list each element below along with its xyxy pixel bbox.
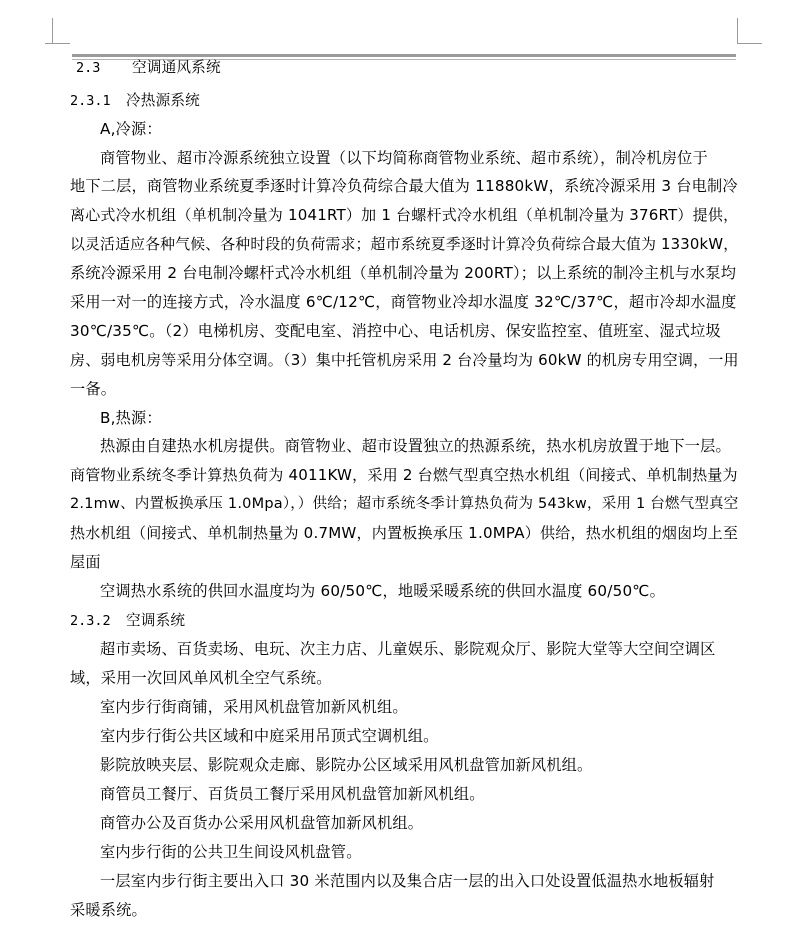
paragraph-line: 室内步行街商铺，采用风机盘管加新风机组。 — [100, 698, 408, 716]
paragraph-line: 影院放映夹层、影院观众走廊、影院办公区域采用风机盘管加新风机组。 — [100, 756, 593, 774]
paragraph-line: 系统冷源采用 2 台电制冷螺杆式冷水机组（单机制冷量为 200RT）；以上系统的制冷主机与水泵均 — [70, 264, 737, 282]
paragraph-line: 室内步行街公共区域和中庭采用吊顶式空调机组。 — [100, 727, 439, 745]
heading-2-3-2 — [70, 612, 185, 630]
crop-mark-top-right-horizontal — [737, 43, 762, 44]
heading-2-3-2-title: 空调系统 — [126, 612, 186, 629]
paragraph-line: 一备。 — [70, 380, 117, 398]
heading-2-3-2-number: 2.3.2 — [70, 613, 111, 629]
cold-source-label: A,冷源： — [100, 120, 162, 138]
paragraph-line: 以灵活适应各种气候、各种时段的负荷需求；超市系统夏季逐时计算冷负荷综合最大值为 1330kW， — [70, 236, 739, 253]
heading-2-3-1-title: 冷热源系统 — [126, 92, 200, 109]
paragraph-line: 超市卖场、百货卖场、电玩、次主力店、儿童娱乐、影院观众厅、影院大堂等大空间空调区 — [100, 640, 716, 658]
heading-2-3-title: 空调通风系统 — [132, 59, 221, 76]
paragraph-line: 地下二层，商管物业系统夏季逐时计算冷负荷综合最大值为 11880kW，系统冷源采用 3 台电制冷 — [70, 177, 738, 195]
paragraph-line: 30℃/35℃。（2）电梯机房、变配电室、消控中心、电话机房、保安监控室、值班室、湿式垃圾 — [70, 322, 721, 340]
heading-2-3 — [76, 59, 221, 77]
paragraph-line: 热源由自建热水机房提供。商管物业、超市设置独立的热源系统，热水机房放置于地下一层。 — [100, 437, 731, 455]
supply-temperature-line: 空调热水系统的供回水温度均为 60/50℃，地暖采暖系统的供回水温度 60/50℃。 — [100, 582, 665, 600]
paragraph-line: 房、弱电机房等采用分体空调。（3）集中托管机房采用 2 台冷量均为 60kW 的机房专用空调，一用 — [70, 351, 739, 369]
paragraph-line: 室内步行街的公共卫生间设风机盘管。 — [100, 843, 362, 861]
paragraph-line: 商管物业系统冬季计算热负荷为 4011KW，采用 2 台燃气型真空热水机组（间接式、单机制热量为 — [70, 466, 738, 484]
document-body — [70, 0, 738, 930]
paragraph-line: 采暖系统。 — [70, 901, 147, 919]
paragraph-line: 热水机组（间接式、单机制热量为 0.7MW，内置板换承压 1.0MPA）供给，热水机组的烟囱均上至 — [70, 524, 739, 542]
paragraph-line: 商管办公及百货办公采用风机盘管加新风机组。 — [100, 814, 424, 832]
paragraph-line: 一层室内步行街主要出入口 30 米范围内以及集合店一层的出入口处设置低温热水地板辐射 — [100, 872, 715, 890]
paragraph-line: 商管物业、超市冷源系统独立设置（以下均简称商管物业系统、超市系统），制冷机房位于 — [100, 149, 708, 167]
paragraph-line: 2.1mw、内置板换承压 1.0Mpa），）供给；超市系统冬季计算热负荷为 543kw，采用 1 台燃气型真空 — [70, 496, 739, 512]
paragraph-line: 域，采用一次回风单风机全空气系统。 — [70, 669, 332, 687]
heat-source-label: B,热源： — [100, 409, 162, 427]
crop-mark-top-left-horizontal — [45, 43, 70, 44]
paragraph-line: 采用一对一的连接方式，冷水温度 6℃/12℃，商管物业冷却水温度 32℃/37℃，超市冷却水温度 — [70, 293, 737, 311]
heading-2-3-number: 2.3 — [76, 60, 101, 76]
heading-2-3-1 — [70, 92, 200, 110]
paragraph-line: 商管员工餐厅、百货员工餐厅采用风机盘管加新风机组。 — [100, 785, 485, 803]
crop-mark-top-left-vertical — [52, 18, 53, 44]
paragraph-line: 离心式冷水机组（单机制冷量为 1041RT）加 1 台螺杆式冷水机组（单机制冷量为 376RT）提供， — [70, 206, 739, 224]
paragraph-line: 屋面 — [70, 553, 101, 571]
heading-2-3-1-number: 2.3.1 — [70, 93, 111, 109]
